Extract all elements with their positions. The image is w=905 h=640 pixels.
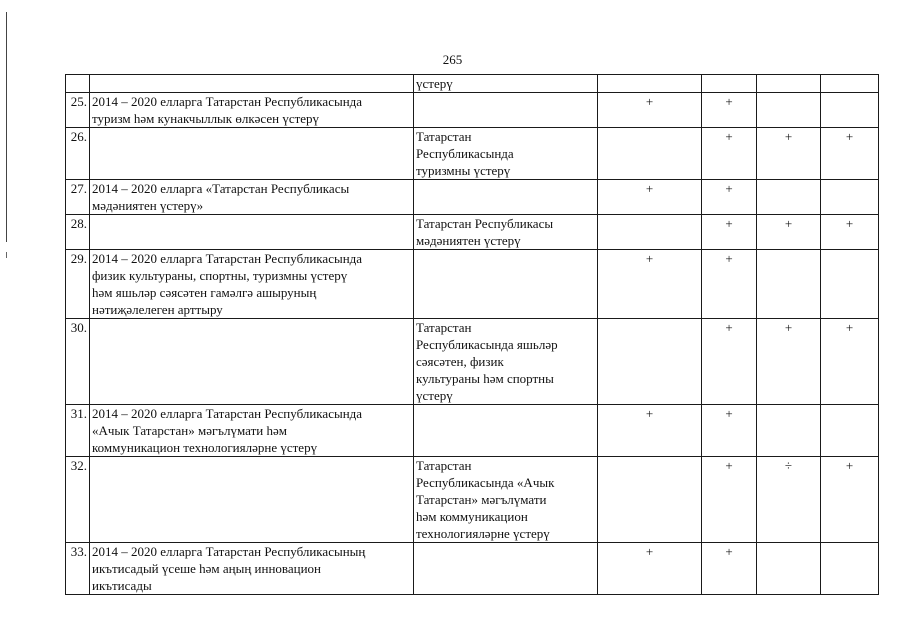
program-text: 2014 – 2020 елларга Татарстан Республикасының икътисадый үсеше һәм аңың инновацион икътисады	[92, 544, 366, 593]
mark-cell-3	[757, 75, 821, 93]
program-cell	[90, 180, 414, 215]
subprogram-cell	[414, 180, 598, 215]
subprogram-cell	[414, 405, 598, 457]
table-row	[66, 75, 879, 93]
mark-cell-3: +	[757, 128, 821, 180]
subprogram-cell	[414, 215, 598, 250]
mark-cell-2: +	[702, 405, 757, 457]
table-row	[66, 250, 879, 319]
row-number: 25.	[66, 93, 90, 128]
mark-cell-1	[598, 215, 702, 250]
subprogram-cell	[414, 93, 598, 128]
mark-cell-2: +	[702, 319, 757, 405]
subprogram-cell	[414, 457, 598, 543]
program-text: 2014 – 2020 елларга «Татарстан Республикасы мәдәниятен үстерү»	[92, 181, 350, 213]
mark-cell-4: +	[821, 457, 879, 543]
mark-cell-4: +	[821, 215, 879, 250]
mark-cell-1	[598, 128, 702, 180]
subprogram-cell	[414, 319, 598, 405]
scan-margin-line	[6, 12, 7, 242]
program-cell	[90, 543, 414, 595]
mark-cell-2: +	[702, 180, 757, 215]
row-number: 32.	[66, 457, 90, 543]
mark-cell-1: +	[598, 250, 702, 319]
mark-cell-4	[821, 93, 879, 128]
row-number: 30.	[66, 319, 90, 405]
program-cell	[90, 457, 414, 543]
table-row	[66, 457, 879, 543]
program-text: 2014 – 2020 елларга Татарстан Республикасында туризм һәм кунакчыллык өлкәсен үстерү	[92, 94, 363, 126]
mark-cell-3	[757, 405, 821, 457]
row-number: 29.	[66, 250, 90, 319]
subprogram-cell	[414, 128, 598, 180]
program-text: 2014 – 2020 елларга Татарстан Республикасында физик культураны, спортны, туризмны үстерү һәм яшьләр сәясәтен гамәлгә ашыруның нәтиҗәлелеген арттыру	[92, 251, 363, 317]
mark-cell-1: +	[598, 93, 702, 128]
subprogram-text: Татарстан Республикасы мәдәниятен үстерү	[416, 216, 554, 248]
program-cell	[90, 215, 414, 250]
row-number: 31.	[66, 405, 90, 457]
mark-cell-1: +	[598, 180, 702, 215]
subprogram-text: Татарстан Республикасында «Ачык Татарстан» мәгълүмати һәм коммуникацион технологияләрне үстерү	[416, 458, 555, 541]
program-text: 2014 – 2020 елларга Татарстан Республикасында «Ачык Татарстан» мәгълүмати һәм коммуникацион технологияләрне үстерү	[92, 406, 363, 455]
subprogram-text: Татарстан Республикасында яшьләр сәясәтен, физик культураны һәм спортны үстерү	[416, 320, 558, 403]
mark-cell-3: +	[757, 319, 821, 405]
subprogram-cell	[414, 543, 598, 595]
program-cell	[90, 405, 414, 457]
table-row	[66, 128, 879, 180]
program-cell	[90, 75, 414, 93]
mark-cell-3: ÷	[757, 457, 821, 543]
row-number: 33.	[66, 543, 90, 595]
mark-cell-4	[821, 250, 879, 319]
mark-cell-3	[757, 250, 821, 319]
subprogram-text: үстерү	[416, 76, 453, 91]
mark-cell-3	[757, 180, 821, 215]
mark-cell-1: +	[598, 405, 702, 457]
mark-cell-4	[821, 405, 879, 457]
mark-cell-2: +	[702, 457, 757, 543]
mark-cell-1: +	[598, 543, 702, 595]
scan-margin-mark	[6, 252, 7, 258]
mark-cell-2	[702, 75, 757, 93]
mark-cell-4: +	[821, 319, 879, 405]
program-table	[65, 74, 879, 595]
mark-cell-2: +	[702, 543, 757, 595]
row-number	[66, 75, 90, 93]
mark-cell-3	[757, 93, 821, 128]
mark-cell-1	[598, 319, 702, 405]
table-row	[66, 180, 879, 215]
program-cell	[90, 93, 414, 128]
page-number: 265	[442, 52, 463, 67]
mark-cell-4: +	[821, 128, 879, 180]
table-row	[66, 543, 879, 595]
mark-cell-4	[821, 180, 879, 215]
mark-cell-4	[821, 75, 879, 93]
program-cell	[90, 319, 414, 405]
row-number: 26.	[66, 128, 90, 180]
program-cell	[90, 250, 414, 319]
row-number: 28.	[66, 215, 90, 250]
mark-cell-3: +	[757, 215, 821, 250]
subprogram-text: Татарстан Республикасында туризмны үстерү	[416, 129, 514, 178]
table-row	[66, 319, 879, 405]
row-number: 27.	[66, 180, 90, 215]
mark-cell-4	[821, 543, 879, 595]
subprogram-cell	[414, 250, 598, 319]
mark-cell-2: +	[702, 93, 757, 128]
program-cell	[90, 128, 414, 180]
mark-cell-1	[598, 457, 702, 543]
table-row	[66, 405, 879, 457]
table-row	[66, 215, 879, 250]
mark-cell-1	[598, 75, 702, 93]
subprogram-cell	[414, 75, 598, 93]
mark-cell-3	[757, 543, 821, 595]
mark-cell-2: +	[702, 215, 757, 250]
mark-cell-2: +	[702, 128, 757, 180]
mark-cell-2: +	[702, 250, 757, 319]
table-row	[66, 93, 879, 128]
